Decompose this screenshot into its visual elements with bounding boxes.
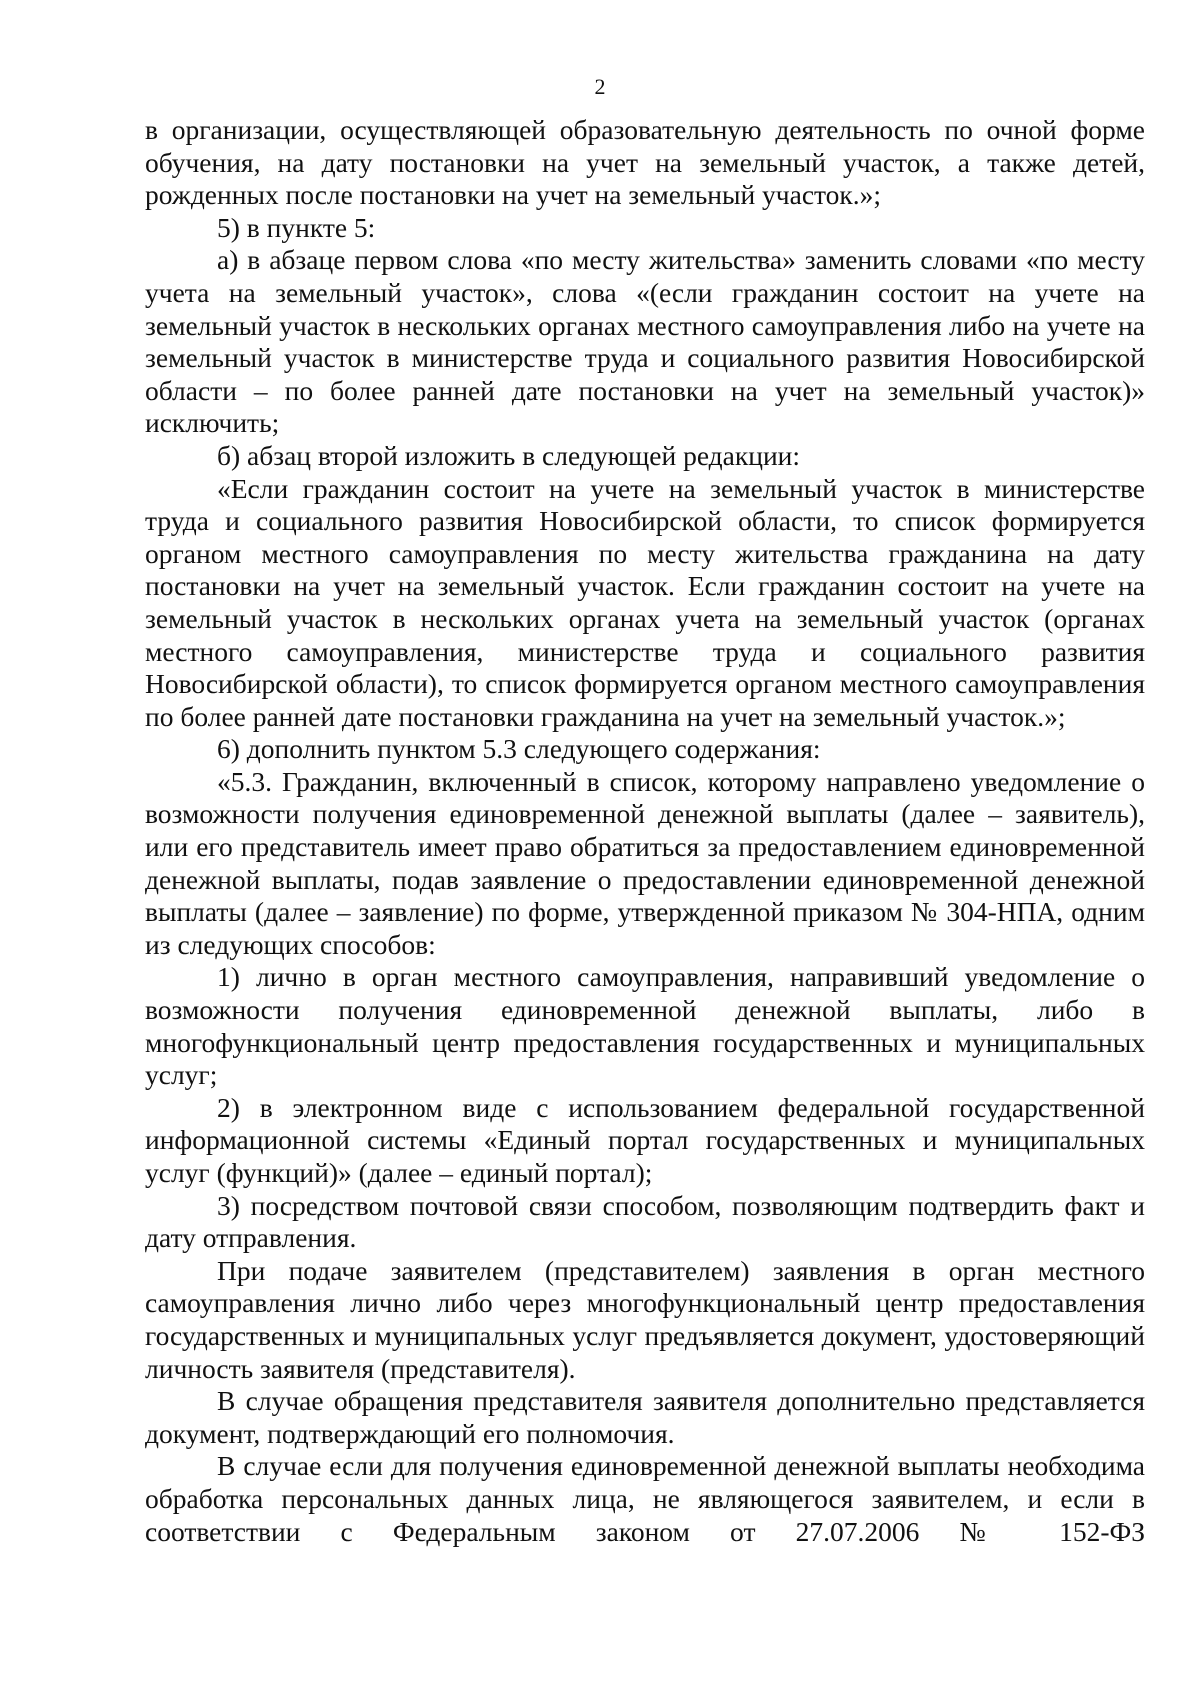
paragraph-item-5a: а) в абзаце первом слова «по месту жительства» заменить словами «по месту учета на земельный участок», слова «(если гражданин состоит на учете на земельный участок в нескольких органах местного самоуправления либо на учете на земельный участок в министерстве труда и социального развития Новосибирской области – по более ранней дате постановки на учет на земельный участок)» исключить; bbox=[145, 244, 1145, 439]
paragraph-continuation: в организации, осуществляющей образовательную деятельность по очной форме обучения, на дату постановки на учет на земельный участок, а также детей, рожденных после постановки на учет на земельный участок.»; bbox=[145, 114, 1145, 211]
paragraph-item-5b: б) абзац второй изложить в следующей редакции: bbox=[217, 439, 801, 471]
paragraph-method-2: 2) в электронном виде с использованием федеральной государственной информационной системы «Единый портал государственных и муниципальных услуг (функций)» (далее – единый портал); bbox=[145, 1091, 1145, 1188]
paragraph-identity-document: При подаче заявителем (представителем) заявления в орган местного самоуправления лично либо через многофункциональный центр предоставления государственных и муниципальных услуг предъявляется документ, удостоверяющий личность заявителя (представителя). bbox=[145, 1254, 1145, 1384]
paragraph-point-5-3: «5.3. Гражданин, включенный в список, которому направлено уведомление о возможности получения единовременной денежной выплаты (далее – заявитель), или его представитель имеет право обратиться за предоставлением единовременной денежной выплаты, подав заявление о предоставлении единовременной денежной выплаты (далее – заявление) по форме, утвержденной приказом № 304-НПА, одним из следующих способов: bbox=[145, 765, 1145, 960]
paragraph-method-3: 3) посредством почтовой связи способом, позволяющим подтвердить факт и дату отправления. bbox=[145, 1189, 1145, 1254]
page-number: 2 bbox=[594, 74, 606, 99]
paragraph-item-5: 5) в пункте 5: bbox=[217, 211, 376, 243]
paragraph-item-6: 6) дополнить пунктом 5.3 следующего содержания: bbox=[217, 733, 821, 765]
paragraph-quote-new-wording: «Если гражданин состоит на учете на земельный участок в министерстве труда и социального развития Новосибирской области, то список формируется органом местного самоуправления по месту жительства гражданина на дату постановки на учет на земельный участок. Если гражданин состоит на учете на земельный участок в нескольких органах учета на земельный участок (органах местного самоуправления, министерстве труда и социального развития Новосибирской области), то список формируется органом местного самоуправления по более ранней дате постановки гражданина на учет на земельный участок.»; bbox=[145, 472, 1145, 732]
paragraph-method-1: 1) лично в орган местного самоуправления, направивший уведомление о возможности получения единовременной денежной выплаты, либо в многофункциональный центр предоставления государственных и муниципальных услуг; bbox=[145, 961, 1145, 1091]
paragraph-personal-data: В случае если для получения единовременной денежной выплаты необходима обработка персональных данных лица, не являющегося заявителем, и если в соответствии с Федеральным законом от 27.07.2006 № 152-ФЗ bbox=[145, 1450, 1145, 1547]
document-body bbox=[145, 114, 1145, 1547]
paragraph-representative: В случае обращения представителя заявителя дополнительно представляется документ, подтверждающий его полномочия. bbox=[145, 1385, 1145, 1449]
